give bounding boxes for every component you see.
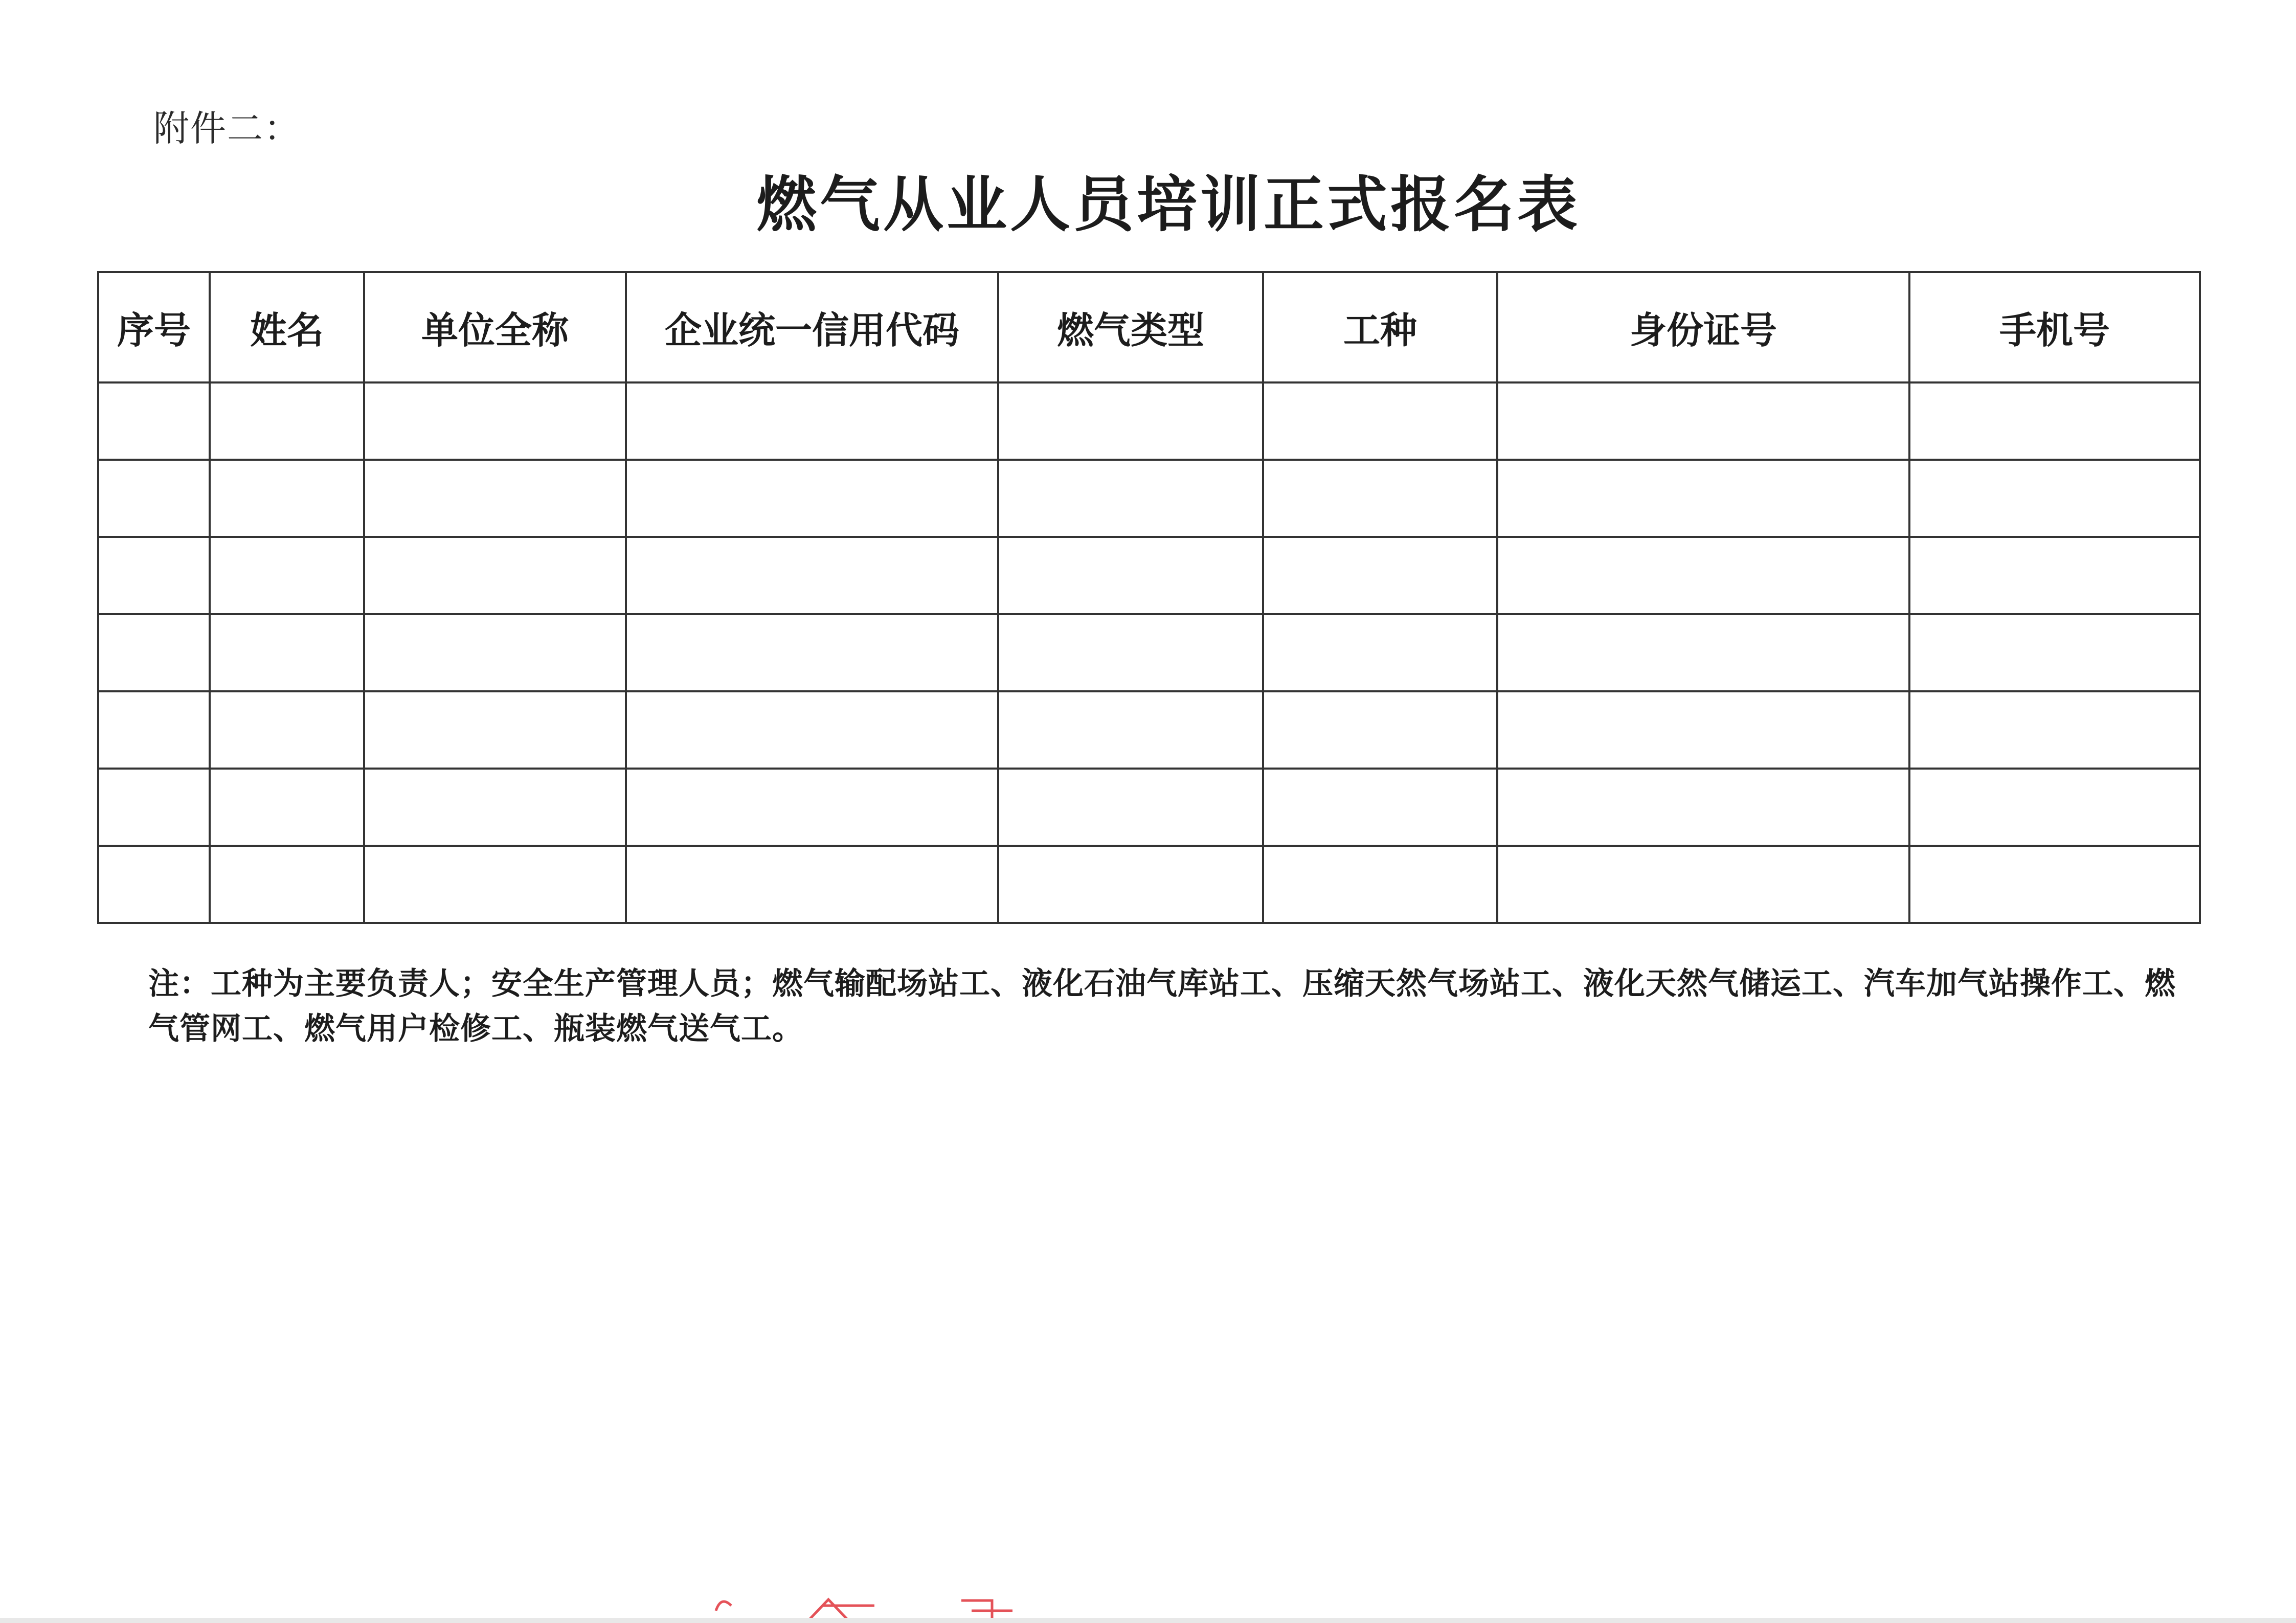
cell-organization[interactable] xyxy=(364,382,626,460)
cell-serial-number[interactable] xyxy=(98,614,210,691)
cell-phone[interactable] xyxy=(1909,382,2200,460)
table-row xyxy=(98,460,2200,537)
header-credit-code: 企业统一信用代码 xyxy=(626,272,998,382)
table-row xyxy=(98,769,2200,846)
table-header-row xyxy=(98,272,2200,382)
cell-name[interactable] xyxy=(210,614,364,691)
cell-organization[interactable] xyxy=(364,769,626,846)
cell-gas-type[interactable] xyxy=(998,691,1263,769)
cell-credit-code[interactable] xyxy=(626,614,998,691)
header-gas-type: 燃气类型 xyxy=(998,272,1263,382)
cell-id-number[interactable] xyxy=(1497,460,1909,537)
cell-organization[interactable] xyxy=(364,537,626,614)
table-row xyxy=(98,614,2200,691)
cell-credit-code[interactable] xyxy=(626,846,998,923)
cell-credit-code[interactable] xyxy=(626,537,998,614)
cell-organization[interactable] xyxy=(364,460,626,537)
cell-credit-code[interactable] xyxy=(626,460,998,537)
cell-job-type[interactable] xyxy=(1263,460,1497,537)
cell-job-type[interactable] xyxy=(1263,614,1497,691)
form-title: 燃气从业人员培训正式报名表 xyxy=(756,169,1581,240)
registration-table xyxy=(97,271,2201,924)
cell-phone[interactable] xyxy=(1909,460,2200,537)
cell-gas-type[interactable] xyxy=(998,460,1263,537)
cell-gas-type[interactable] xyxy=(998,614,1263,691)
cell-id-number[interactable] xyxy=(1497,614,1909,691)
cell-serial-number[interactable] xyxy=(98,382,210,460)
table-row xyxy=(98,382,2200,460)
cell-gas-type[interactable] xyxy=(998,382,1263,460)
cell-id-number[interactable] xyxy=(1497,537,1909,614)
header-phone: 手机号 xyxy=(1909,272,2200,382)
cell-job-type[interactable] xyxy=(1263,846,1497,923)
cell-organization[interactable] xyxy=(364,614,626,691)
cell-job-type[interactable] xyxy=(1263,382,1497,460)
cell-phone[interactable] xyxy=(1909,691,2200,769)
cell-serial-number[interactable] xyxy=(98,460,210,537)
table-body xyxy=(98,382,2200,923)
attachment-label: 附件二： xyxy=(153,107,301,149)
table-row xyxy=(98,846,2200,923)
cell-job-type[interactable] xyxy=(1263,769,1497,846)
cell-id-number[interactable] xyxy=(1497,382,1909,460)
cell-id-number[interactable] xyxy=(1497,846,1909,923)
cell-id-number[interactable] xyxy=(1497,691,1909,769)
cell-id-number[interactable] xyxy=(1497,769,1909,846)
header-organization: 单位全称 xyxy=(364,272,626,382)
cell-phone[interactable] xyxy=(1909,846,2200,923)
header-job-type: 工种 xyxy=(1263,272,1497,382)
cell-credit-code[interactable] xyxy=(626,769,998,846)
cell-phone[interactable] xyxy=(1909,614,2200,691)
table-row xyxy=(98,691,2200,769)
cell-serial-number[interactable] xyxy=(98,769,210,846)
footnote: 注：工种为主要负责人；安全生产管理人员；燃气输配场站工、液化石油气库站工、压缩天然气场站工、液化天然气储运工、汽车加气站操作工、燃气管网工、燃气用户检修工、瓶装燃气送气工。 xyxy=(148,966,2176,1047)
cell-name[interactable] xyxy=(210,846,364,923)
cell-organization[interactable] xyxy=(364,846,626,923)
cell-serial-number[interactable] xyxy=(98,537,210,614)
header-serial-number: 序号 xyxy=(98,272,210,382)
header-name: 姓名 xyxy=(210,272,364,382)
cell-serial-number[interactable] xyxy=(98,846,210,923)
cell-name[interactable] xyxy=(210,769,364,846)
scan-edge xyxy=(0,1618,2296,1623)
cell-name[interactable] xyxy=(210,691,364,769)
cell-name[interactable] xyxy=(210,537,364,614)
cell-gas-type[interactable] xyxy=(998,537,1263,614)
cell-name[interactable] xyxy=(210,382,364,460)
cell-organization[interactable] xyxy=(364,691,626,769)
cell-job-type[interactable] xyxy=(1263,691,1497,769)
cell-credit-code[interactable] xyxy=(626,691,998,769)
table-row xyxy=(98,537,2200,614)
cell-name[interactable] xyxy=(210,460,364,537)
cell-credit-code[interactable] xyxy=(626,382,998,460)
cell-phone[interactable] xyxy=(1909,537,2200,614)
cell-phone[interactable] xyxy=(1909,769,2200,846)
cell-job-type[interactable] xyxy=(1263,537,1497,614)
cell-gas-type[interactable] xyxy=(998,846,1263,923)
cell-serial-number[interactable] xyxy=(98,691,210,769)
header-id-number: 身份证号 xyxy=(1497,272,1909,382)
cell-gas-type[interactable] xyxy=(998,769,1263,846)
